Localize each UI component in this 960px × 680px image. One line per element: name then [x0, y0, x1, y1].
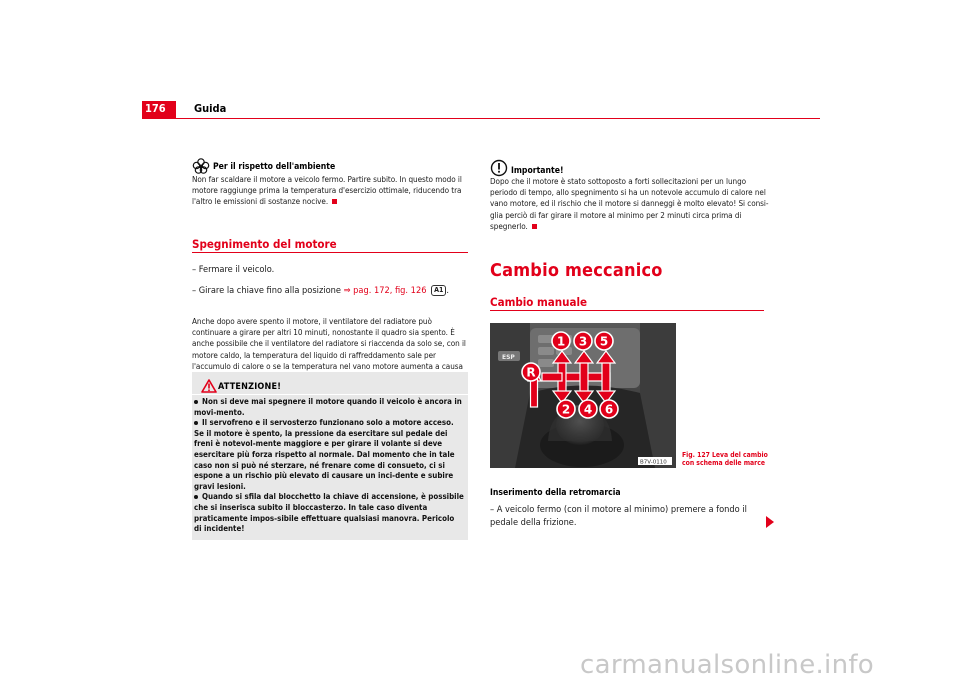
svg-text:ESP: ESP	[502, 354, 515, 361]
header-rule	[142, 118, 820, 119]
svg-text:4: 4	[583, 402, 593, 417]
next-page-arrow-icon[interactable]	[765, 514, 775, 533]
gear-lever-photo	[490, 323, 676, 468]
section-title: Guida	[194, 102, 227, 115]
warning-list	[194, 397, 464, 535]
figure-caption: Fig. 127 Leva del cambio con schema delle marce	[682, 451, 768, 468]
heading-spegnimento: Spegnimento del motore	[192, 237, 337, 251]
warning-divider	[192, 394, 468, 395]
page-reference-link[interactable]: ⇒ pag. 172, fig. 126	[343, 285, 427, 296]
bullet	[194, 400, 198, 404]
heading-rule	[490, 310, 764, 311]
retromarcia-step: – A veicolo fermo (con il motore al minimo) premere a fondo il pedale della frizione.	[490, 504, 747, 528]
warning-item: Il servofreno e il servosterzo funzionano solo a motore acceso. Se il motore è spento, la pressione da esercitare sul pedale dei freni è notevol-mente maggiore e per girare il volante si deve esercitare più forza rispetto al normale. Dal momento che in tale caso non si può né sterzare, né frenare come di consueto, ci si espone a un rischio più elevato di causare un inci-dente e subire gravi lesioni.	[194, 418, 455, 491]
heading-cambio-manuale: Cambio manuale	[490, 295, 588, 309]
bullet	[194, 421, 198, 425]
warning-item: Quando si sfila dal blocchetto la chiave di accensione, è possibile che si inserisca subito il bloccasterzo. In tale caso diventa praticamente impos-sibile effettuare qualsiasi manovra. Pericolo di incidente!	[194, 492, 464, 534]
step-1: – Fermare il veicolo.	[192, 264, 275, 275]
svg-text:B7V-0110: B7V-0110	[640, 459, 667, 466]
bullet	[194, 495, 198, 499]
position-badge: A1	[431, 285, 446, 296]
env-title: Per il rispetto dell'ambiente	[213, 162, 336, 172]
end-marker	[332, 199, 337, 204]
svg-text:3: 3	[578, 334, 588, 349]
spegnimento-paragraph: Anche dopo avere spento il motore, il ventilatore del radiatore può continuare a girare per altri 10 minuti, nonostante il quadro sia spento. È anche possibile che il ventilatore del radiatore si riaccenda da solo se, con il motore caldo, la temperatura del liquido di raffreddamento sale per l'accumulo di calore o se la temperatura nel vano motore aumenta a causa	[192, 316, 466, 371]
heading-cambio-meccanico: Cambio meccanico	[490, 260, 663, 281]
heading-rule	[192, 252, 468, 253]
svg-text:5: 5	[599, 334, 609, 349]
svg-text:1: 1	[556, 334, 566, 349]
important-text: Dopo che il motore è stato sottoposto a forti sollecitazioni per un lungo periodo di tempo, allo spegnimento si ha un notevole accumulo di calore nel vano motore, ed il rischio che il motore si danneggi è molto elevato! Si consi-glia perciò di far girare il motore al minimo per 2 minuti circa prima di spegnerlo.	[490, 176, 769, 231]
warning-item: Non si deve mai spegnere il motore quando il veicolo è ancora in movi-mento.	[194, 397, 462, 417]
svg-text:R: R	[526, 365, 536, 380]
heading-retromarcia: Inserimento della retromarcia	[490, 488, 621, 498]
important-title: Importante!	[511, 166, 564, 176]
env-text: Non far scaldare il motore a veicolo fermo. Partire subito. In questo modo il motore raggiunge prima la temperatura d'esercizio ottimale, riducendo tra l'altro le emissioni di sostanze nocive.	[192, 174, 462, 207]
warning-title: ATTENZIONE!	[218, 382, 282, 392]
svg-text:2: 2	[561, 402, 571, 417]
watermark: carmanualsonline.info	[580, 650, 875, 680]
page-number: 176	[145, 102, 166, 115]
end-marker	[532, 224, 537, 229]
svg-text:6: 6	[604, 402, 614, 417]
step-2: – Girare la chiave fino alla posizione ⇒ pag. 172, fig. 126 A1 .	[192, 285, 449, 296]
